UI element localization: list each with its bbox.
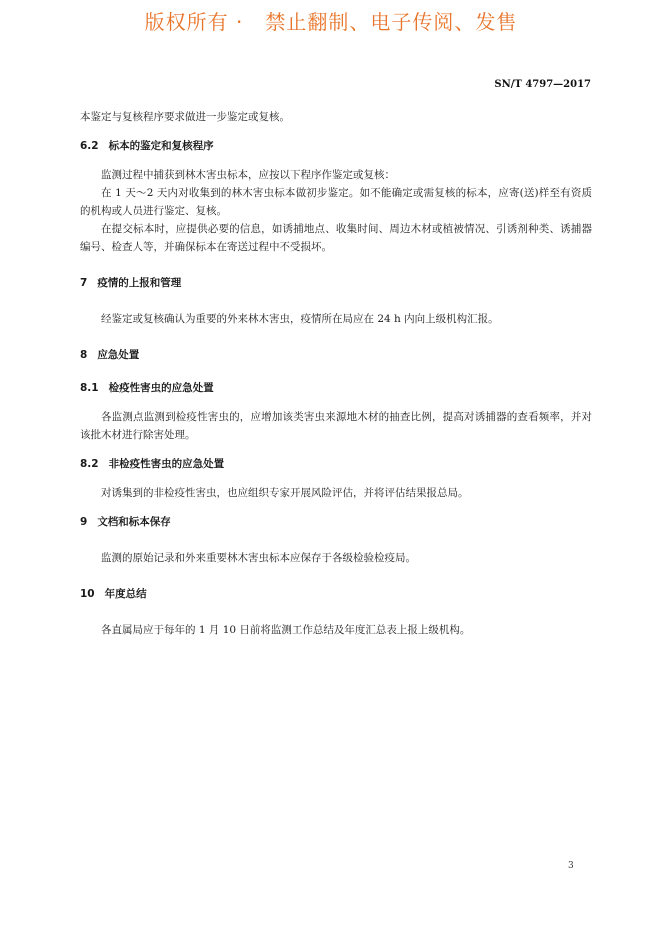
- section-heading-8-1: [80, 379, 592, 397]
- section-title: 应急处置: [97, 349, 140, 361]
- section-heading-7: [80, 274, 592, 292]
- section-number: 7: [80, 277, 88, 289]
- section-heading-8-2: [80, 455, 592, 473]
- section-heading-8: [80, 346, 592, 364]
- section-heading-9: [80, 513, 592, 531]
- section-number: 8.2: [80, 458, 99, 470]
- section-heading-6-2: [80, 137, 592, 155]
- section-title: 年度总结: [104, 588, 147, 600]
- paragraph: 在提交标本时，应提供必要的信息，如诱捕地点、收集时间、周边木材或植被情况、引诱剂种类、诱捕器编号、检查人等，并确保标本在寄送过程中不受损坏。: [80, 223, 592, 253]
- document-body: [80, 108, 592, 639]
- standard-code: SN/T 4797—2017: [494, 79, 591, 90]
- section-heading-10: [80, 585, 592, 603]
- section-number: 8.1: [80, 382, 99, 394]
- section-title: 疫情的上报和管理: [97, 277, 182, 289]
- paragraph: 各直属局应于每年的 1 月 10 日前将监测工作总结及年度汇总表上报上级机构。: [101, 624, 471, 636]
- copyright-watermark: 版权所有 · 禁止翻制、电子传阅、发售: [144, 10, 518, 34]
- paragraph: 各监测点监测到检疫性害虫的，应增加该类害虫来源地木材的抽查比例，提高对诱捕器的查看频率，并对该批木材进行除害处理。: [80, 411, 592, 441]
- paragraph: 经鉴定或复核确认为重要的外来林木害虫，疫情所在局应在 24 h 内向上级机构汇报。: [101, 313, 499, 325]
- section-title: 标本的鉴定和复核程序: [108, 140, 214, 152]
- paragraph: 本鉴定与复核程序要求做进一步鉴定或复核。: [80, 111, 290, 123]
- section-title: 文档和标本保存: [97, 516, 171, 528]
- paragraph: 在 1 天～2 天内对收集到的林木害虫标本做初步鉴定。如不能确定或需复核的标本，应寄(送)样至有资质的机构或人员进行鉴定、复核。: [80, 187, 592, 217]
- section-number: 6.2: [80, 140, 99, 152]
- paragraph: 对诱集到的非检疫性害虫，也应组织专家开展风险评估，并将评估结果报总局。: [101, 487, 469, 499]
- page-number: 3: [568, 861, 574, 871]
- paragraph: 监测过程中捕获到林木害虫标本，应按以下程序作鉴定或复核：: [101, 169, 395, 181]
- section-number: 10: [80, 588, 95, 600]
- section-title: 非检疫性害虫的应急处置: [108, 458, 225, 470]
- section-number: 9: [80, 516, 88, 528]
- paragraph: 监测的原始记录和外来重要林木害虫标本应保存于各级检验检疫局。: [101, 552, 416, 564]
- section-number: 8: [80, 349, 88, 361]
- section-title: 检疫性害虫的应急处置: [108, 382, 214, 394]
